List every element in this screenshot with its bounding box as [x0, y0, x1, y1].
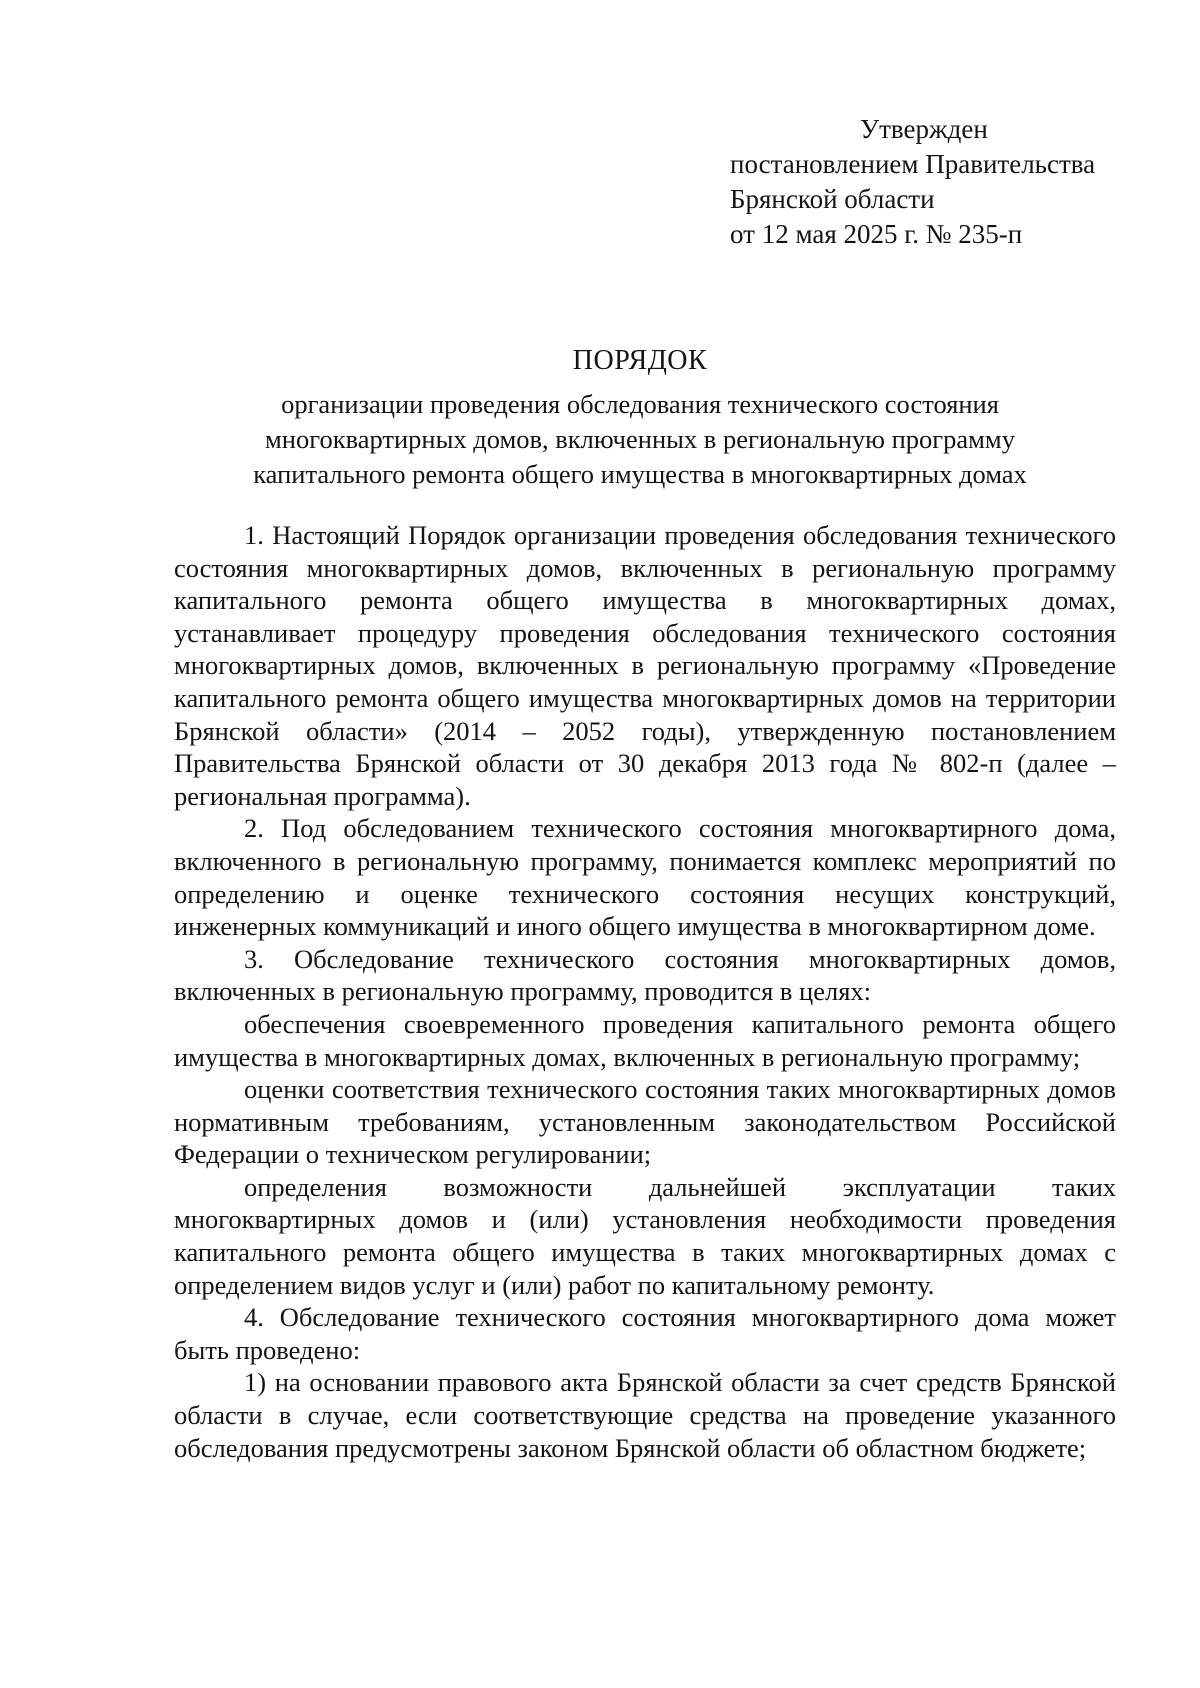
paragraph-4-item-1: 1) на основании правового акта Брянской области за счет средств Брянской области в случае, если соответствующие средства на проведение указанного обследования предусмотрены законом Брянской области об областном бюджете; — [174, 1367, 1116, 1463]
paragraph-1: 1. Настоящий Порядок организации проведения обследования технического состояния многоквартирных домов, включенных в региональную программу капитального ремонта общего имущества в многоквартирных домах, устанавливает процедуру проведения обследования технического состояния многоквартирных домов, включенных в региональную программу «Проведение капитального ремонта общего имущества многоквартирных домов на территории Брянской области» (2014 – 2052 годы), утвержденную постановлением Правительства Брянской области от 30 декабря 2013 года № 802-п (далее – региональная программа). — [174, 520, 1116, 811]
paragraph-3-item-3: определения возможности дальнейшей эксплуатации таких многоквартирных домов и (или) установления необходимости проведения капитального ремонта общего имущества в таких многоквартирных домах с определением видов услуг и (или) работ по капитальному ремонту. — [174, 1171, 1116, 1300]
paragraph-3-item-1: обеспечения своевременного проведения капитального ремонта общего имущества в многоквартирных домах, включенных в региональную программу; — [174, 1008, 1116, 1072]
subtitle-line: многоквартирных домов, включенных в региональную программу — [265, 424, 1015, 454]
subtitle-line: организации проведения обследования технического состояния — [281, 389, 999, 419]
approval-line-date-number: от 12 мая 2025 г. № 235-п — [730, 219, 1023, 249]
document-title: ПОРЯДОК — [572, 345, 708, 376]
paragraph-3: 3. Обследование технического состояния многоквартирных домов, включенных в региональную программу, проводится в целях: — [174, 943, 1116, 1007]
paragraph-3-item-2: оценки соответствия технического состояния таких многоквартирных домов нормативным требованиям, установленным законодательством Российской Федерации о техническом регулировании; — [174, 1074, 1116, 1170]
subtitle-line: капитального ремонта общего имущества в многоквартирных домах — [253, 459, 1027, 489]
title-block — [190, 343, 1090, 492]
approval-line-decree: постановлением Правительства — [730, 149, 1096, 179]
document-subtitle — [190, 387, 1090, 492]
approval-stamp — [730, 112, 1095, 252]
document-body — [174, 519, 1116, 1464]
approval-line-approved: Утвержден — [860, 114, 988, 144]
approval-line-region: Брянской области — [730, 184, 935, 214]
paragraph-4: 4. Обследование технического состояния многоквартирного дома может быть проведено: — [174, 1302, 1116, 1365]
paragraph-2: 2. Под обследованием технического состояния многоквартирного дома, включенного в региональную программу, понимается комплекс мероприятий по определению и оценке технического состояния несущих конструкций, инженерных коммуникаций и иного общего имущества в многоквартирном доме. — [174, 813, 1116, 942]
